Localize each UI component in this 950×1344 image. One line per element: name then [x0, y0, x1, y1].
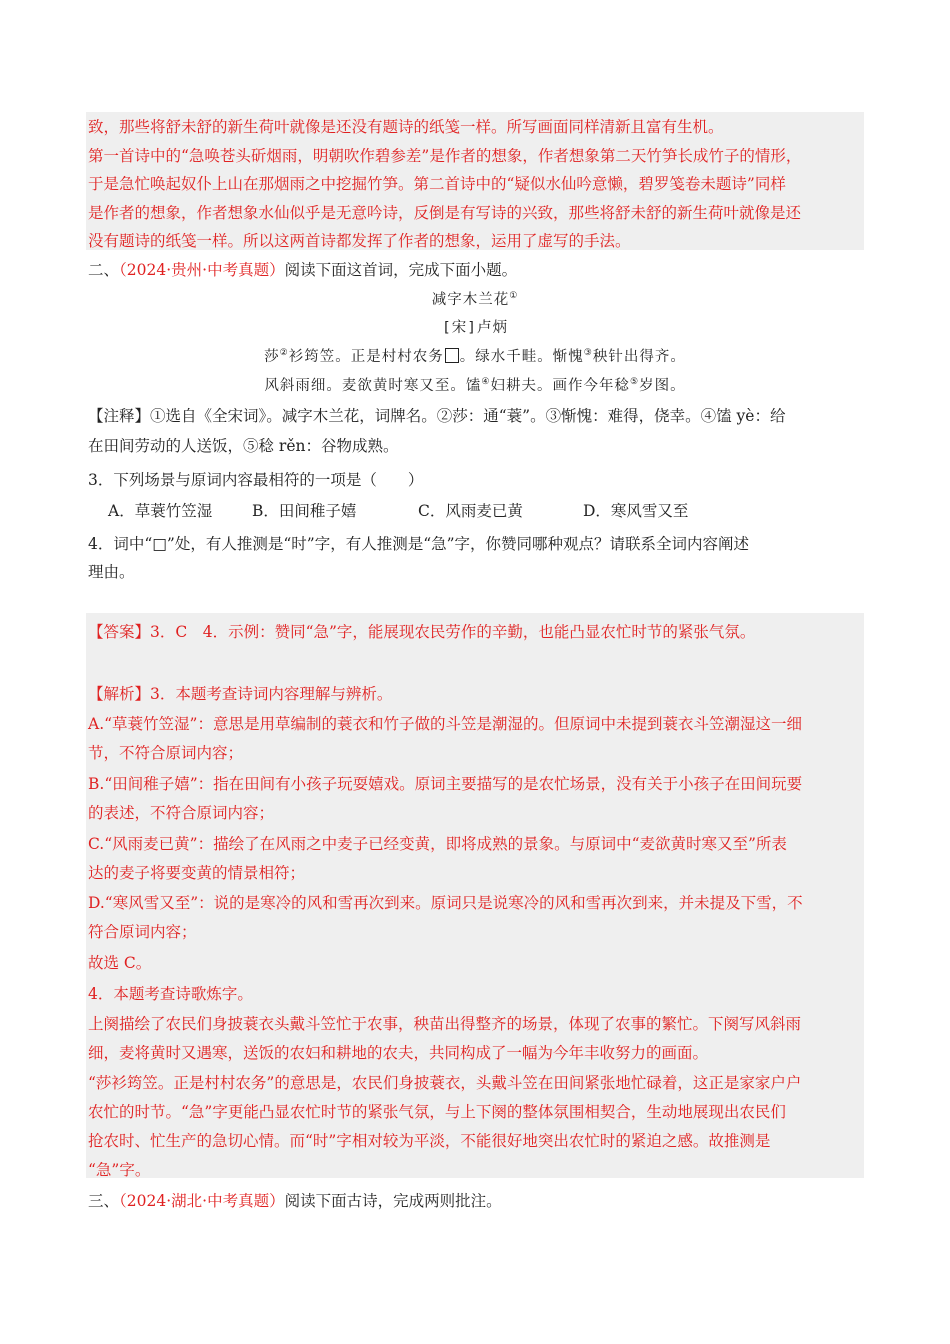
analysis-line-6: C.“风雨麦已黄”：描绘了在风雨之中麦子已经变黄，即将成熟的景象。与原词中“麦欲黄时寒又至”所表: [88, 835, 787, 853]
section-2-source: （2024·贵州·中考真题）: [119, 261, 285, 279]
analysis-line-7: 达的麦子将要变黄的情景相符；: [88, 864, 306, 882]
option-b: B．田间稚子嬉: [252, 502, 357, 520]
option-d: D．寒风雪又至: [583, 502, 689, 520]
top-line-3: 于是急忙唤起奴仆上山在那烟雨之中挖掘竹笋。第二首诗中的“疑似水仙吟意懒，碧罗笺卷未题诗”同样: [88, 175, 786, 193]
poem-line-2-a: 风斜雨细。麦欲黄时寒又至。馌: [264, 378, 482, 394]
poem-title: [0, 290, 950, 310]
section-3-source: （2024·湖北·中考真题）: [119, 1192, 285, 1210]
analysis-line-12: 上阕描绘了农民们身披蓑衣头戴斗笠忙于农事，秧苗出得整齐的场景，体现了农事的繁忙。下阕写风斜雨: [88, 1015, 802, 1033]
top-line-1: 致，那些将舒未舒的新生荷叶就像是还没有题诗的纸笺一样。所写画面同样清新且富有生机。: [88, 118, 724, 136]
notes-line-1: 【注释】①选自《全宋词》。减字木兰花，词牌名。②莎：通“蓑”。③惭愧：难得，侥幸。④馌 yè：给: [88, 407, 786, 425]
top-line-4: 是作者的想象，作者想象水仙似乎是无意吟诗，反倒是有写诗的兴致，那些将舒未舒的新生荷叶就像是还: [88, 204, 802, 222]
section-2-instruction: 阅读下面这首词，完成下面小题。: [284, 261, 518, 279]
poem-note-5: ⑤: [630, 377, 640, 388]
analysis-line-11: 4．本题考查诗歌炼字。: [88, 985, 253, 1003]
analysis-line-17: “急”字。: [88, 1161, 151, 1179]
section-3-prefix: 三、: [88, 1192, 120, 1210]
section-3-heading: [88, 1191, 502, 1211]
analysis-line-15: 农忙的时节。“急”字更能凸显农忙时节的紧张气氛，与上下阕的整体氛围相契合，生动地展现出农民们: [88, 1103, 786, 1121]
top-line-5: 没有题诗的纸笺一样。所以这两首诗都发挥了作者的想象，运用了虚写的手法。: [88, 232, 631, 250]
section-3-instruction: 阅读下面古诗，完成两则批注。: [284, 1192, 502, 1210]
poem-note-3: ③: [583, 348, 593, 359]
analysis-line-5: 的表述，不符合原词内容；: [88, 804, 275, 822]
blank-box: [445, 348, 459, 363]
poem-line-2: [0, 376, 950, 396]
question-4-line-1: 4．词中“□”处，有人推测是“时”字，有人推测是“急”字，你赞同哪种观点？请联系全词内容阐述: [88, 535, 750, 553]
analysis-line-9: 符合原词内容；: [88, 923, 197, 941]
poem-line-1-a: 莎: [264, 349, 280, 365]
poem-note-4: ④: [481, 377, 491, 388]
analysis-line-3: 节，不符合原词内容；: [88, 744, 244, 762]
top-line-2: 第一首诗中的“急唤苍头斫烟雨，明朝吹作碧参差”是作者的想象，作者想象第二天竹笋长成竹子的情形，: [88, 147, 802, 165]
section-2-prefix: 二、: [88, 261, 120, 279]
poem-line-1-b: 衫筠笠。正是村村农务: [288, 349, 444, 365]
poem-line-2-b: 妇耕夫。画作今年稔: [490, 378, 630, 394]
analysis-line-4: B.“田间稚子嬉”：指在田间有小孩子玩耍嬉戏。原词主要描写的是农忙场景，没有关于小孩子在田间玩要: [88, 775, 803, 793]
poem-line-1: [0, 347, 950, 367]
poem-line-1-c: 。绿水千畦。惭愧: [459, 349, 584, 365]
poem-title-note: ①: [509, 291, 519, 302]
answer-text: 【答案】3．C 4．示例：赞同“急”字，能展现农民劳作的辛勤，也能凸显农忙时节的紧张气氛。: [88, 623, 756, 641]
analysis-line-1: 【解析】3．本题考查诗词内容理解与辨析。: [88, 685, 393, 703]
poem-line-2-c: 岁图。: [639, 378, 686, 394]
analysis-line-10: 故选 C。: [88, 954, 152, 972]
option-a: A．草蓑竹笠湿: [108, 502, 213, 520]
analysis-line-8: D.“寒风雪又至”：说的是寒冷的风和雪再次到来。原词只是说寒冷的风和雪再次到来，并未提及下雪，不: [88, 894, 803, 912]
option-c: C．风雨麦已黄: [418, 502, 523, 520]
question-4-line-2: 理由。: [88, 563, 135, 581]
poem-author: [宋]卢炳: [442, 320, 508, 336]
poem-title-text: 减字木兰花: [431, 292, 510, 308]
notes-line-2: 在田间劳动的人送饭，⑤稔 rěn：谷物成熟。: [88, 437, 399, 455]
analysis-line-14: “莎衫筠笠。正是村村农务”的意思是，农民们身披蓑衣，头戴斗笠在田间紧张地忙碌着，这正是家家户户: [88, 1074, 802, 1092]
poem-note-2: ②: [279, 348, 289, 359]
analysis-line-13: 细，麦将黄时又遇寒，送饭的农妇和耕地的农夫，共同构成了一幅为今年丰收努力的画面。: [88, 1044, 709, 1062]
analysis-line-16: 抢农时、忙生产的急切心情。而“时”字相对较为平淡，不能很好地突出农忙时的紧迫之感。故推测是: [88, 1132, 771, 1150]
section-2-heading: [88, 260, 517, 280]
poem-line-1-d: 秧针出得齐。: [592, 349, 686, 365]
question-3-stem: 3．下列场景与原词内容最相符的一项是（ ）: [88, 471, 424, 489]
analysis-line-2: A.“草蓑竹笠湿”：意思是用草编制的蓑衣和竹子做的斗笠是潮湿的。但原词中未提到蓑衣斗笠潮湿这一细: [88, 715, 802, 733]
